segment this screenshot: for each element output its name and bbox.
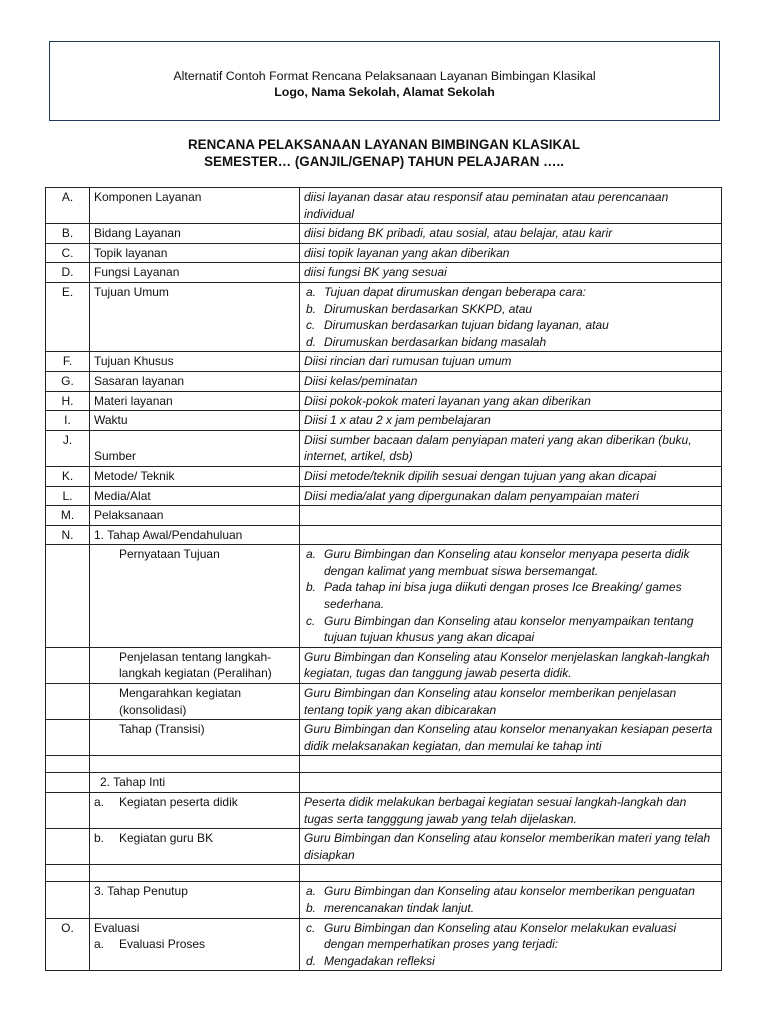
row-label: Mengarahkan kegiatan (konsolidasi) — [90, 684, 300, 720]
table-row — [46, 506, 722, 526]
row-code: I. — [46, 411, 90, 431]
document-title: RENCANA PELAKSANAAN LAYANAN BIMBINGAN KLASIKAL — [187, 137, 581, 152]
list-item: c. Dirumuskan berdasarkan tujuan bidang layanan, atau — [306, 318, 609, 333]
row-value-list — [300, 882, 722, 918]
row-code — [46, 647, 90, 683]
header-school-info: Logo, Nama Sekolah, Alamat Sekolah — [274, 85, 495, 99]
list-item: c. Guru Bimbingan dan Konseling atau konselor menyampaikan tentang tujuan tujuan khusus yang akan dicapai — [306, 613, 694, 645]
row-label: Pernyataan Tujuan — [90, 545, 300, 648]
row-label: 2. Tahap Inti — [90, 773, 300, 793]
list-item: a. Tujuan dapat dirumuskan dengan beberapa cara: — [306, 284, 586, 299]
table-row-empty — [46, 865, 722, 882]
row-value: Diisi rincian dari rumusan tujuan umum — [300, 352, 722, 372]
row-value: Diisi kelas/peminatan — [300, 371, 722, 391]
row-label: Fungsi Layanan — [90, 263, 300, 283]
row-value: diisi topik layanan yang akan diberikan — [300, 243, 722, 263]
table-row — [46, 224, 722, 244]
row-value-list — [300, 918, 722, 971]
row-code: F. — [46, 352, 90, 372]
row-value: Diisi media/alat yang dipergunakan dalam penyampaian materi — [300, 486, 722, 506]
row-label: Tujuan Umum — [90, 282, 300, 351]
row-label: 1. Tahap Awal/Pendahuluan — [90, 525, 300, 545]
row-label: Sasaran layanan — [90, 371, 300, 391]
table-row — [46, 282, 722, 351]
row-value — [300, 773, 722, 793]
table-row-empty — [46, 756, 722, 773]
table-row — [46, 430, 722, 466]
table-row — [46, 684, 722, 720]
row-label: Tujuan Khusus — [90, 352, 300, 372]
document-semester: SEMESTER… (GANJIL/GENAP) TAHUN PELAJARAN ….. — [204, 154, 564, 169]
table-row — [46, 720, 722, 756]
row-value — [300, 506, 722, 526]
table-row — [46, 352, 722, 372]
table-row — [46, 188, 722, 224]
row-code: E. — [46, 282, 90, 351]
row-value-list — [300, 282, 722, 351]
row-code: C. — [46, 243, 90, 263]
table-row — [46, 466, 722, 486]
row-code — [46, 720, 90, 756]
row-code: K. — [46, 466, 90, 486]
row-value: diisi fungsi BK yang sesuai — [300, 263, 722, 283]
row-value-list — [300, 545, 722, 648]
row-code: A. — [46, 188, 90, 224]
list-item: b. merencanakan tindak lanjut. — [306, 900, 475, 915]
row-code — [46, 545, 90, 648]
row-label: Tahap (Transisi) — [90, 720, 300, 756]
row-code — [46, 793, 90, 829]
table-row — [46, 918, 722, 971]
row-label: Komponen Layanan — [90, 188, 300, 224]
table-row — [46, 263, 722, 283]
row-code: H. — [46, 391, 90, 411]
list-item: b. Pada tahap ini bisa juga diikuti dengan proses Ice Breaking/ games sederhana. — [306, 580, 682, 612]
row-value — [300, 525, 722, 545]
list-item: c. Guru Bimbingan dan Konseling atau Konselor melakukan evaluasi dengan memperhatikan proses yang terjadi: — [306, 920, 677, 952]
row-code: D. — [46, 263, 90, 283]
table-row — [46, 391, 722, 411]
row-value: diisi bidang BK pribadi, atau sosial, atau belajar, atau karir — [300, 224, 722, 244]
row-value: Peserta didik melakukan berbagai kegiatan sesuai langkah-langkah dan tugas serta tangggung jawab yang telah dijelaskan. — [300, 793, 722, 829]
table-row — [46, 793, 722, 829]
table-row — [46, 773, 722, 793]
table-row — [46, 371, 722, 391]
row-label: Pelaksanaan — [90, 506, 300, 526]
row-label: Media/Alat — [90, 486, 300, 506]
table-row — [46, 411, 722, 431]
row-value: Guru Bimbingan dan Konseling atau konselor memberikan penjelasan tentang topik yang akan dibicarakan — [300, 684, 722, 720]
row-label: a. Kegiatan peserta didik — [90, 793, 300, 829]
list-item: a. Guru Bimbingan dan Konseling atau konselor memberikan penguatan — [306, 884, 695, 899]
list-item: d. Dirumuskan berdasarkan bidang masalah — [306, 334, 547, 349]
row-code — [46, 773, 90, 793]
plan-table — [45, 187, 722, 971]
row-label: Bidang Layanan — [90, 224, 300, 244]
row-code: L. — [46, 486, 90, 506]
row-label: Waktu — [90, 411, 300, 431]
header-subtitle: Alternatif Contoh Format Rencana Pelaksanaan Layanan Bimbingan Klasikal — [173, 69, 596, 83]
row-value: diisi layanan dasar atau responsif atau peminatan atau perencanaan individual — [300, 188, 722, 224]
row-code: J. — [46, 430, 90, 466]
row-code: B. — [46, 224, 90, 244]
row-code: G. — [46, 371, 90, 391]
row-value: Diisi 1 x atau 2 x jam pembelajaran — [300, 411, 722, 431]
row-code: O. — [46, 918, 90, 971]
row-code: N. — [46, 525, 90, 545]
header-box — [49, 41, 720, 121]
row-code: M. — [46, 506, 90, 526]
row-label: Materi layanan — [90, 391, 300, 411]
row-label: Evaluasi a. Evaluasi Proses — [90, 918, 300, 971]
table-row — [46, 525, 722, 545]
row-value: Guru Bimbingan dan Konseling atau Konselor menjelaskan langkah-langkah kegiatan, tugas dan tanggung jawab peserta didik. — [300, 647, 722, 683]
list-item: a. Guru Bimbingan dan Konseling atau konselor menyapa peserta didik dengan kalimat yang membuat siswa bersemangat. — [306, 547, 690, 578]
row-label: Topik layanan — [90, 243, 300, 263]
row-value: Guru Bimbingan dan Konseling atau konselor memberikan materi yang telah disiapkan — [300, 829, 722, 865]
table-row — [46, 243, 722, 263]
table-row — [46, 647, 722, 683]
row-label: Metode/ Teknik — [90, 466, 300, 486]
row-code — [46, 684, 90, 720]
row-label: Penjelasan tentang langkah-langkah kegiatan (Peralihan) — [90, 647, 300, 683]
row-code — [46, 882, 90, 918]
list-item: d. Mengadakan refleksi — [306, 953, 435, 968]
row-value: Diisi pokok-pokok materi layanan yang akan diberikan — [300, 391, 722, 411]
table-row — [46, 545, 722, 648]
row-label: 3. Tahap Penutup — [90, 882, 300, 918]
row-value: Diisi metode/teknik dipilih sesuai dengan tujuan yang akan dicapai — [300, 466, 722, 486]
row-value: Diisi sumber bacaan dalam penyiapan materi yang akan diberikan (buku, internet, artikel, dsb) — [300, 430, 722, 466]
row-code — [46, 829, 90, 865]
table-row — [46, 829, 722, 865]
table-row — [46, 882, 722, 918]
row-value: Guru Bimbingan dan Konseling atau konselor menanyakan kesiapan peserta didik melaksanakan kegiatan, dan memulai ke tahap inti — [300, 720, 722, 756]
row-label: Sumber — [90, 430, 300, 466]
list-item: b. Dirumuskan berdasarkan SKKPD, atau — [306, 301, 533, 316]
table-row — [46, 486, 722, 506]
row-label: b. Kegiatan guru BK — [90, 829, 300, 865]
